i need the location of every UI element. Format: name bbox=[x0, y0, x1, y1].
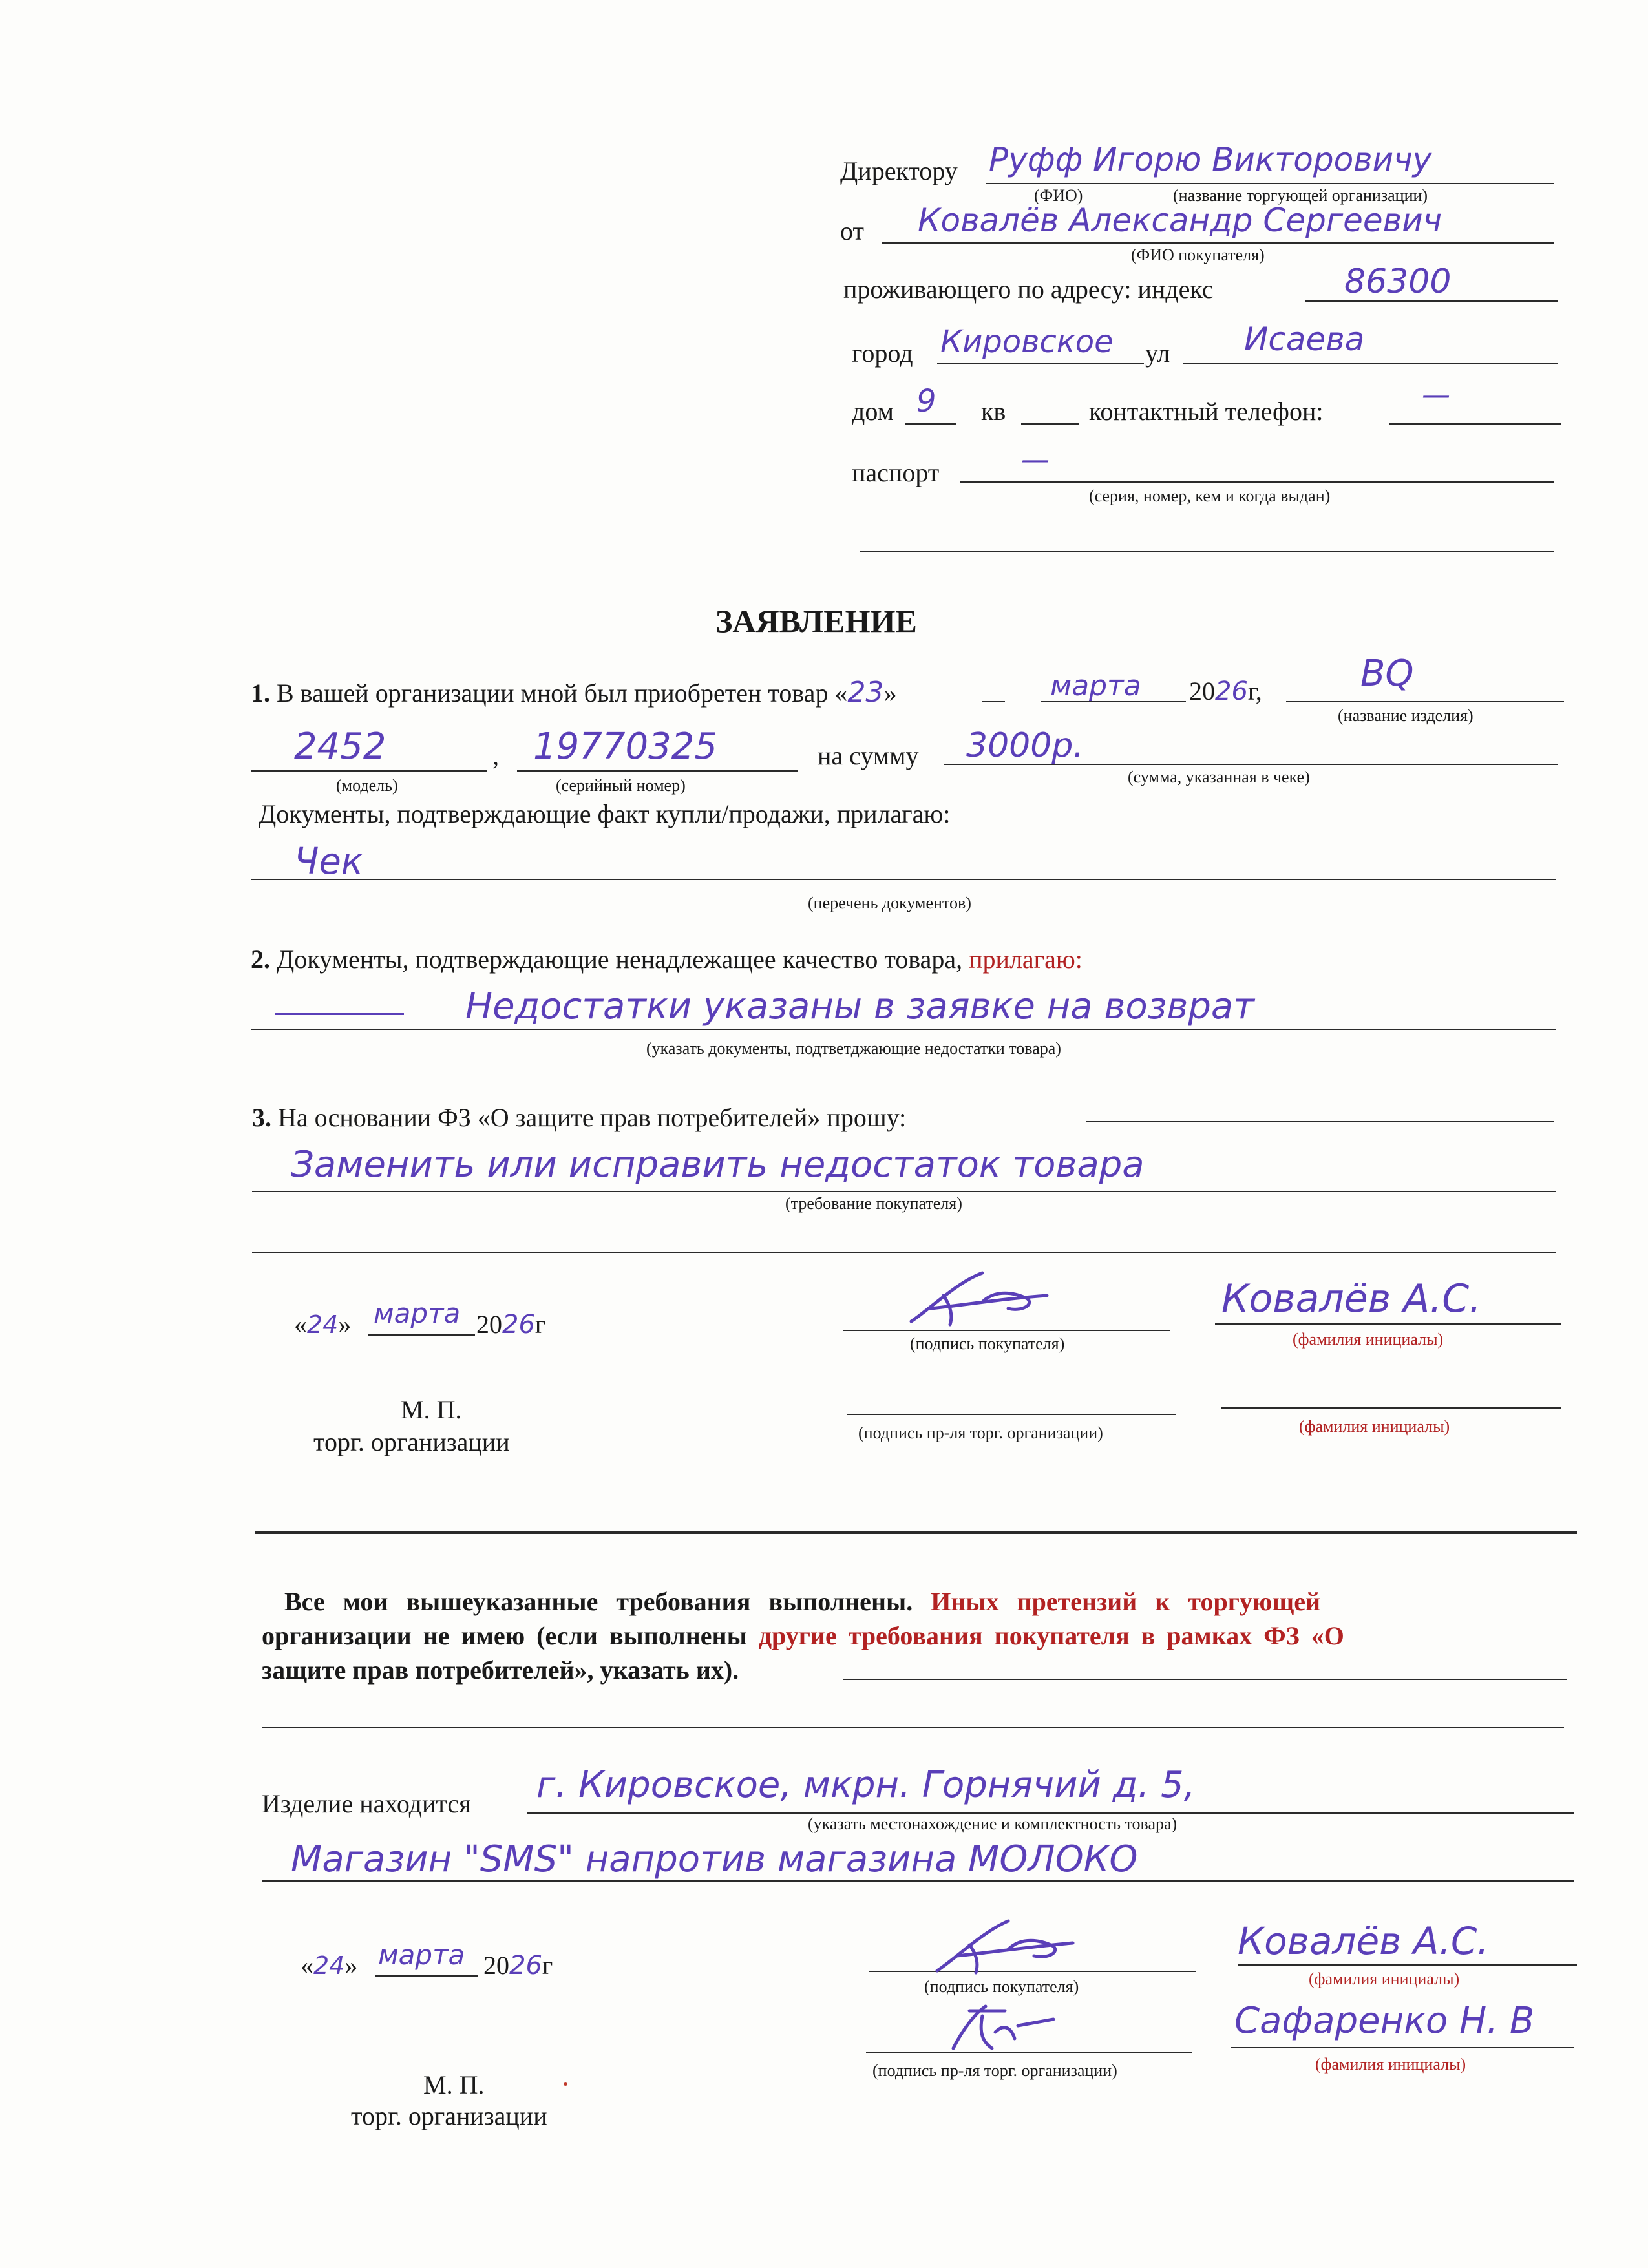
apt-line bbox=[1021, 423, 1079, 425]
street-value: Исаева bbox=[1244, 320, 1365, 358]
section2-heading bbox=[251, 947, 1083, 972]
phone-label: контактный телефон: bbox=[1089, 397, 1324, 426]
house-label: дом bbox=[852, 397, 894, 426]
docs-label: Документы, подтверждающие факт купли/продажи, прилагаю: bbox=[259, 799, 951, 828]
house-line bbox=[905, 423, 956, 425]
from-line bbox=[882, 242, 1554, 244]
sign2-buyer-sign-caption: (подпись покупателя) bbox=[924, 1977, 1079, 1996]
sign1-year bbox=[476, 1312, 545, 1338]
passport-line-2 bbox=[860, 551, 1554, 552]
sign1-month: марта bbox=[374, 1297, 461, 1329]
sign1-seller-name-caption: (фамилия инициалы) bbox=[1299, 1417, 1450, 1436]
model-value: 2452 bbox=[294, 726, 386, 768]
city-line bbox=[937, 363, 1144, 364]
closing-line-3-blank bbox=[843, 1679, 1567, 1680]
sign2-month-line bbox=[375, 1975, 478, 1977]
sign2-month: марта bbox=[378, 1939, 465, 1971]
fio-caption: (ФИО) bbox=[1034, 186, 1083, 205]
section-separator bbox=[255, 1531, 1577, 1534]
sum-value: 3000р. bbox=[966, 726, 1084, 765]
sign1-buyer-name-line bbox=[1215, 1323, 1561, 1325]
section3-caption: (требование покупателя) bbox=[785, 1194, 962, 1213]
street-label: ул bbox=[1145, 339, 1170, 368]
section1-month-value: марта bbox=[1050, 669, 1141, 702]
section3-line-1 bbox=[1086, 1121, 1554, 1122]
product-caption: (название изделия) bbox=[1338, 706, 1474, 725]
section3-heading bbox=[252, 1105, 906, 1131]
from-label: от bbox=[840, 216, 864, 246]
closing-blank-line bbox=[262, 1727, 1564, 1728]
location-caption: (указать местонахождение и комплектность товара) bbox=[808, 1814, 1178, 1833]
section2-number: 2. bbox=[251, 945, 270, 974]
location-line-1 bbox=[527, 1812, 1574, 1814]
phone-line bbox=[1389, 423, 1561, 425]
sign2-close-quote: » bbox=[344, 1951, 358, 1980]
sign1-year-suffix: г bbox=[534, 1310, 546, 1339]
section3-number: 3. bbox=[252, 1103, 271, 1132]
city-label: город bbox=[852, 339, 913, 368]
serial-value: 19770325 bbox=[533, 726, 718, 768]
buyer-signature-2 bbox=[931, 1916, 1079, 1977]
section2-line bbox=[251, 1029, 1556, 1030]
section2-dash bbox=[275, 1013, 404, 1015]
section1-year bbox=[1189, 678, 1262, 704]
passport-value: — bbox=[1021, 443, 1050, 476]
director-line bbox=[986, 183, 1554, 184]
sign2-name-caption: (фамилия инициалы) bbox=[1309, 1969, 1460, 1988]
house-value: 9 bbox=[916, 383, 936, 419]
model-serial-comma: , bbox=[492, 741, 499, 770]
sign2-buyer-name: Ковалёв А.С. bbox=[1238, 1919, 1489, 1963]
apt-label: кв bbox=[981, 397, 1006, 426]
closing-p1: Все мои вышеуказанные требования выполнены. bbox=[284, 1587, 913, 1616]
sign1-day: 24 bbox=[307, 1310, 339, 1339]
seller-signature bbox=[944, 2003, 1060, 2058]
location-label: Изделие находится bbox=[262, 1789, 471, 1818]
location-value-2: Магазин "SMS" напротив магазина МОЛОКО bbox=[291, 1838, 1138, 1880]
director-value: Руфф Игорю Викторовичу bbox=[989, 141, 1432, 178]
org-caption: (название торгующей организации) bbox=[1173, 186, 1428, 205]
sum-caption: (сумма, указанная в чеке) bbox=[1128, 768, 1310, 786]
sign1-close-quote: » bbox=[338, 1310, 352, 1339]
sign2-year-suffix: г bbox=[542, 1951, 553, 1980]
section1-number-and-text bbox=[251, 678, 896, 707]
buyer-caption: (ФИО покупателя) bbox=[1131, 246, 1265, 264]
sign1-date bbox=[294, 1312, 351, 1338]
sign2-year-prefix: 20 bbox=[483, 1951, 509, 1980]
sign2-seller-name-line bbox=[1231, 2047, 1574, 2048]
location-value-1: г. Кировское, мкрн. Горнячий д. 5, bbox=[536, 1764, 1196, 1806]
section3-line-3 bbox=[252, 1252, 1556, 1253]
location-line-2 bbox=[262, 1880, 1574, 1882]
city-value: Кировское bbox=[940, 324, 1114, 360]
sign2-seller-name-caption: (фамилия инициалы) bbox=[1315, 2055, 1466, 2074]
sign1-seller-name-line bbox=[1221, 1407, 1561, 1409]
section2-text: Документы, подтверждающие ненадлежащее качество товара, bbox=[277, 945, 963, 974]
section2-text-red: прилагаю: bbox=[962, 945, 1083, 974]
sign1-buyer-name: Ковалёв А.С. bbox=[1221, 1276, 1482, 1321]
passport-caption: (серия, номер, кем и когда выдан) bbox=[1089, 487, 1331, 505]
docs-value: Чек bbox=[294, 841, 363, 883]
product-line bbox=[1286, 701, 1564, 702]
passport-label: паспорт bbox=[852, 458, 940, 487]
section1-close-quote: » bbox=[883, 678, 897, 708]
section3-text: На основании ФЗ «О защите прав потребителей» прошу: bbox=[278, 1103, 907, 1132]
sign2-open-quote: « bbox=[301, 1951, 313, 1980]
sign1-year-prefix: 20 bbox=[476, 1310, 502, 1339]
section1-year-value: 26 bbox=[1215, 677, 1248, 706]
closing-p1-red: Иных претензий к торгующей bbox=[913, 1587, 1320, 1616]
buyer-signature-1 bbox=[905, 1270, 1053, 1331]
closing-p2: организации не имею (если выполнены bbox=[262, 1621, 747, 1650]
docs-line bbox=[251, 879, 1556, 880]
sign2-org: торг. организации bbox=[351, 2101, 547, 2130]
sign2-seller-sign-caption: (подпись пр-ля торг. организации) bbox=[872, 2061, 1117, 2080]
section1-number: 1. bbox=[251, 678, 270, 708]
serial-line bbox=[517, 770, 798, 772]
section1-year-prefix: 20 bbox=[1189, 677, 1215, 706]
section1-text: В вашей организации мной был приобретен товар « bbox=[277, 678, 848, 708]
model-caption: (модель) bbox=[336, 776, 398, 795]
sign1-buyer-sign-caption: (подпись покупателя) bbox=[910, 1334, 1065, 1353]
stamp-mark bbox=[564, 2082, 567, 2086]
model-line bbox=[251, 770, 487, 772]
closing-line-2 bbox=[262, 1621, 1344, 1651]
closing-line-1 bbox=[284, 1586, 1320, 1617]
section3-line-2 bbox=[252, 1191, 1556, 1192]
phone-value: — bbox=[1422, 379, 1450, 412]
section2-caption: (указать документы, подтветджающие недостатки товара) bbox=[646, 1039, 1061, 1058]
sign1-mp: М. П. bbox=[401, 1395, 462, 1424]
sign2-date bbox=[301, 1953, 357, 1979]
address-label: проживающего по адресу: индекс bbox=[843, 275, 1214, 304]
section1-day-line bbox=[982, 701, 1005, 702]
sign2-year-value: 26 bbox=[509, 1951, 542, 1980]
sign2-mp: М. П. bbox=[423, 2070, 485, 2099]
product-value: BQ bbox=[1360, 653, 1414, 695]
serial-caption: (серийный номер) bbox=[556, 776, 686, 795]
sign2-seller-name: Сафаренко Н. В bbox=[1234, 2000, 1535, 2042]
sign1-org: торг. организации bbox=[313, 1427, 510, 1456]
street-line bbox=[1183, 363, 1558, 364]
sign2-year bbox=[483, 1953, 553, 1979]
from-value: Ковалёв Александр Сергеевич bbox=[918, 202, 1442, 239]
docs-caption: (перечень документов) bbox=[808, 894, 971, 912]
section2-value: Недостатки указаны в заявке на возврат bbox=[465, 985, 1254, 1027]
section1-year-suffix: г, bbox=[1247, 677, 1262, 706]
sign2-day: 24 bbox=[313, 1951, 345, 1980]
section3-value: Заменить или исправить недостаток товара bbox=[291, 1144, 1145, 1186]
sign1-seller-sign-caption: (подпись пр-ля торг. организации) bbox=[858, 1423, 1103, 1442]
closing-p2-red: другие требования покупателя в рамках ФЗ «О bbox=[746, 1621, 1344, 1650]
index-value: 86300 bbox=[1344, 262, 1452, 301]
passport-line bbox=[960, 481, 1554, 483]
sign1-month-line bbox=[368, 1334, 475, 1336]
director-label: Директору bbox=[840, 156, 958, 185]
sign1-open-quote: « bbox=[294, 1310, 307, 1339]
closing-line-3: защите прав потребителей», указать их). bbox=[262, 1655, 739, 1685]
document-title: ЗАЯВЛЕНИЕ bbox=[715, 603, 917, 639]
sign1-name-caption: (фамилия инициалы) bbox=[1293, 1330, 1444, 1349]
section1-day-value: 23 bbox=[847, 676, 884, 709]
sign1-year-value: 26 bbox=[502, 1310, 535, 1339]
sign2-buyer-name-line bbox=[1238, 1964, 1577, 1966]
sum-label: на сумму bbox=[818, 741, 919, 770]
sign1-seller-sign-line bbox=[847, 1414, 1176, 1415]
